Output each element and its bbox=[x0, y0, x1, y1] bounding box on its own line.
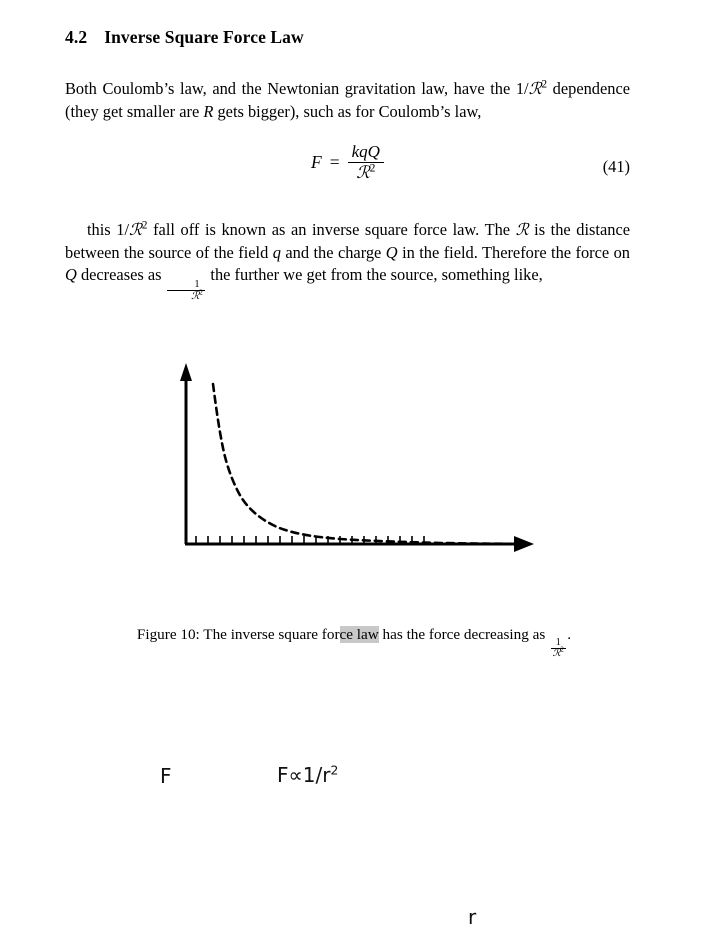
para2-text-a: this 1/ bbox=[87, 220, 130, 240]
inline-fraction bbox=[167, 280, 205, 303]
caption-suffix: . bbox=[567, 626, 572, 643]
para1-text-b: dependence (they get smaller are bbox=[65, 79, 631, 121]
caption-prefix: Figure 10: bbox=[136, 626, 200, 643]
curve-annotation bbox=[277, 763, 338, 787]
equation-relation: = bbox=[329, 152, 340, 173]
para1-text-c: gets bigger), such as for Coulomb’s law, bbox=[213, 101, 482, 121]
fraction-denominator bbox=[167, 288, 205, 303]
annotation-base: F∝1/r bbox=[277, 763, 331, 787]
fraction-denominator bbox=[551, 646, 566, 660]
caption-text-a: The inverse square for bbox=[199, 626, 340, 643]
x-axis-label: r bbox=[468, 905, 477, 929]
display-equation bbox=[65, 143, 630, 191]
inverse-square-curve bbox=[213, 384, 512, 544]
caption-highlight[interactable]: ce law bbox=[339, 626, 379, 643]
section-title: Inverse Square Force Law bbox=[104, 27, 304, 47]
caption-text-b: has the force decreasing as bbox=[378, 626, 550, 643]
script-r-symbol: ℛ bbox=[129, 220, 142, 240]
para2-text-e: in the field. Therefore the force on bbox=[397, 242, 630, 262]
figure-caption bbox=[65, 625, 643, 659]
italic-Q-symbol: Q bbox=[385, 242, 398, 262]
para2-text-b: fall off is known as an inverse square force law. The bbox=[147, 220, 516, 240]
script-r-symbol: ℛ bbox=[515, 220, 529, 240]
equation-fraction bbox=[348, 143, 384, 183]
para2-text-f: decreases as bbox=[76, 264, 166, 284]
exponent: 2 bbox=[541, 78, 548, 91]
fraction-denominator bbox=[352, 163, 379, 183]
x-axis-arrowhead bbox=[514, 536, 534, 552]
y-axis-arrowhead bbox=[180, 363, 192, 381]
para2-text-g: the further we get from the source, something like, bbox=[206, 264, 543, 284]
para1-text-a: Both Coulomb’s law, and the Newtonian gravitation law, have the 1/ bbox=[65, 79, 529, 99]
script-r-symbol: ℛ bbox=[191, 290, 200, 303]
italic-q-symbol: q bbox=[272, 242, 281, 262]
script-r-symbol: ℛ bbox=[356, 162, 370, 183]
script-r-symbol: ℛ bbox=[528, 79, 542, 99]
equation-lhs: F bbox=[311, 152, 322, 173]
exponent: 2 bbox=[141, 219, 148, 232]
paragraph-explanation bbox=[65, 219, 630, 302]
italic-Q-symbol: Q bbox=[65, 264, 77, 284]
italic-r-symbol: R bbox=[203, 101, 214, 121]
para2-text-c: is the distance between the source of the field bbox=[65, 220, 630, 262]
plot-svg bbox=[0, 355, 707, 590]
exponent: 2 bbox=[369, 161, 376, 175]
equation-number: (41) bbox=[602, 157, 630, 176]
section-number: 4.2 bbox=[65, 27, 88, 47]
script-r-symbol: ℛ bbox=[552, 648, 561, 660]
section-heading bbox=[65, 27, 304, 48]
para2-text-d: and the charge bbox=[280, 242, 386, 262]
y-axis-label: F bbox=[160, 764, 172, 788]
caption-fraction bbox=[551, 638, 566, 659]
equation-body bbox=[65, 143, 630, 183]
exponent: 2 bbox=[560, 646, 564, 654]
fraction-numerator: 1 bbox=[555, 637, 561, 649]
fraction-numerator: 1 bbox=[194, 278, 200, 290]
exponent: 2 bbox=[199, 288, 203, 297]
fraction-numerator: kqQ bbox=[351, 142, 380, 161]
paragraph-intro bbox=[65, 78, 630, 122]
annotation-exponent: 2 bbox=[330, 762, 339, 778]
